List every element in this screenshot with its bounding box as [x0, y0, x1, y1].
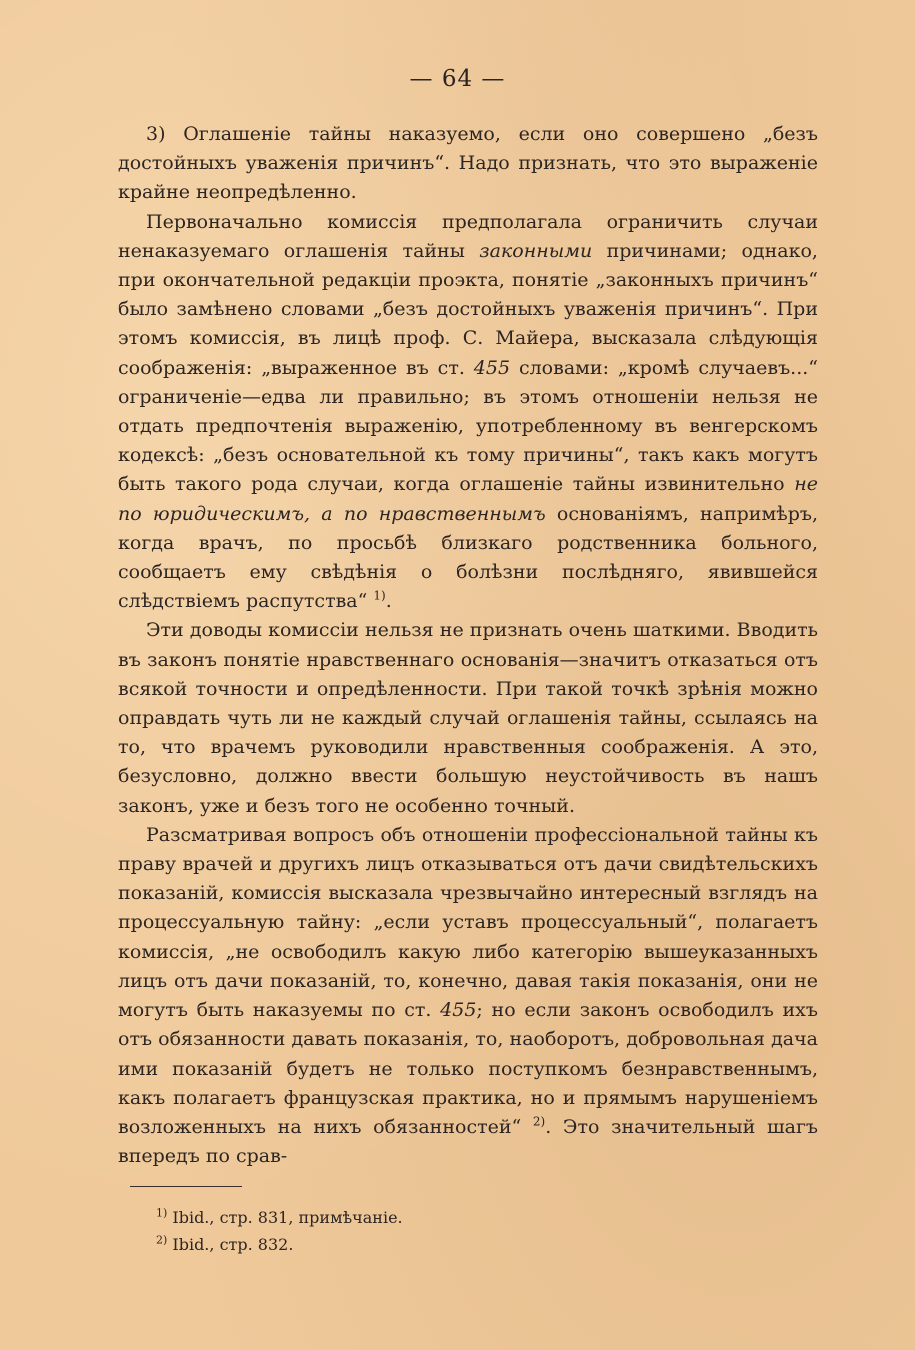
paragraph-4-part: ; но если законъ освободилъ ихъ отъ обязанности давать показанія, то, наоборотъ, добровольная дача ими показаній будетъ не только поступкомъ безнравственнымъ, какъ полагаетъ французская практика, но и прямымъ нарушеніемъ возложенныхъ на нихъ обязанностей“ — [118, 999, 818, 1138]
footnotes — [156, 1204, 756, 1258]
footnote-divider — [130, 1186, 242, 1187]
paragraph-2-part: словами: „кромѣ случаевъ...“ ограниченіе—едва ли правильно; въ этомъ отношеніи нельзя не отдать предпочтенія выраженію, употребленному въ венгерскомъ кодексѣ: „безъ основательной къ тому причины“, такъ какъ могутъ быть такого рода случаи, когда оглашеніе тайны извинительно — [118, 356, 818, 496]
body-text — [118, 120, 818, 1171]
footnote-text: Ibid., стр. 831, примѣчаніе. — [167, 1208, 403, 1227]
paragraph-4-part: . Это значительный шагъ впередъ по срав- — [118, 1115, 818, 1168]
paragraph-2 — [118, 208, 818, 617]
paragraph-4 — [118, 821, 818, 1171]
page-number: — 64 — — [409, 66, 506, 92]
footnote-ref-2: 2) — [532, 1114, 546, 1129]
footnote-2 — [156, 1231, 756, 1258]
paragraph-2-part: причинами; однако, при окончательной редакціи проэкта, понятіе „законныхъ причинъ“ было замѣнено словами „безъ достойныхъ уваженія причинъ“. При этомъ комиссія, въ лицѣ проф. С. Майера, высказала слѣдующія соображенія: „выраженное въ ст. — [118, 239, 818, 379]
paragraph-1: 3) Оглашеніе тайны наказуемо, если оно совершено „безъ достойныхъ уваженія причинъ“. Надо признать, что это выраженіе крайне неопредѣленно. — [118, 123, 818, 204]
paragraph-2-part: Первоначально комиссія предполагала ограничить случаи ненаказуемаго оглашенія тайны — [118, 210, 818, 262]
paragraph-4-part: Разсматривая вопросъ объ отношеніи профессіональной тайны къ праву врачей и другихъ лицъ отказываться отъ дачи свидѣтельскихъ показаній, комиссія высказала чрезвычайно интересный взглядъ на процессуальную тайну: „если уставъ процессуальный“, полагаетъ комиссія, „не освободилъ какую либо категорію вышеуказанныхъ лицъ отъ дачи показаній, то, конечно, давая такія показанія, они не могутъ быть наказуемы по ст. — [118, 823, 818, 1022]
footnote-ref-1: 1) — [373, 588, 386, 603]
paragraph-2-part: основаніямъ, напримѣръ, когда врачъ, по просьбѣ близкаго родственника больного, сообщаетъ ему свѣдѣнія о болѣзни послѣдняго, явившейся слѣдствіемъ распутства“ — [118, 502, 818, 613]
italic-phrase: не по юридическимъ, а по нравственнымъ — [118, 473, 818, 525]
footnote-1 — [156, 1204, 756, 1231]
footnote-number: 2) — [156, 1233, 168, 1247]
article-number: 455 — [440, 999, 477, 1022]
footnote-text: Ibid., стр. 832. — [167, 1235, 294, 1254]
paragraph-3: Эти доводы комиссіи нельзя не признать очень шаткими. Вводить въ законъ понятіе нравственнаго основанія—значитъ отказаться отъ всякой точности и опредѣленности. При такой точкѣ зрѣнія можно оправдать чуть ли не каждый случай оглашенія тайны, ссылаясь на то, что врачемъ руководили нравственныя соображенія. А это, безусловно, должно ввести большую неустойчивость въ нашъ законъ, уже и безъ того не особенно точный. — [118, 619, 818, 817]
footnote-number: 1) — [156, 1206, 168, 1220]
italic-phrase: законными — [479, 239, 593, 262]
article-number: 455 — [473, 356, 511, 379]
paragraph-2-part: . — [385, 590, 392, 613]
